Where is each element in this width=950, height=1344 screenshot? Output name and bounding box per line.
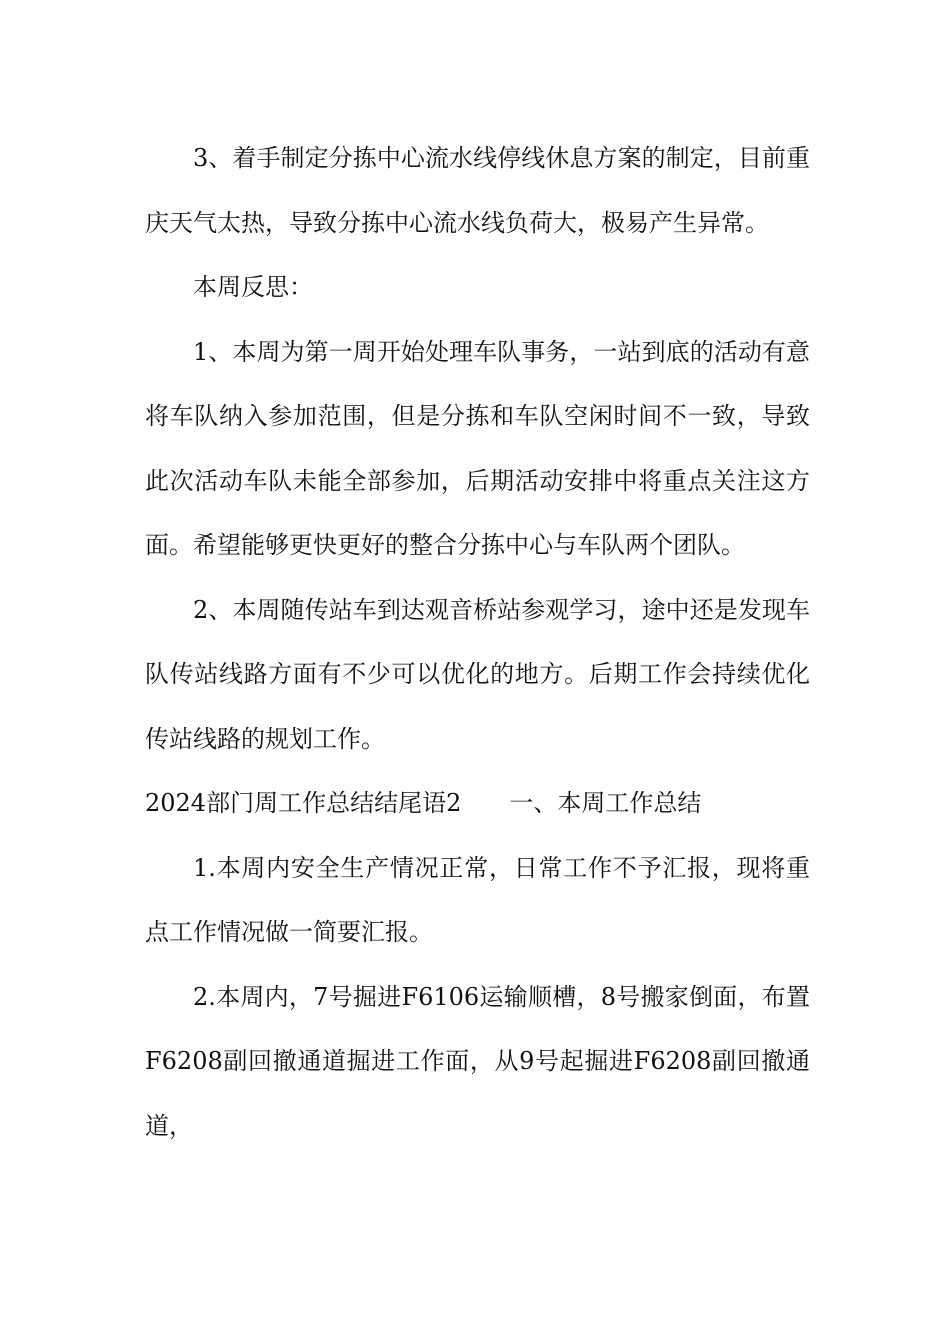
reflection-item-2: 2、本周随传站车到达观音桥站参观学习，途中还是发现车队传站线路方面有不少可以优化的地方。后期工作会持续优化传站线路的规划工作。 — [145, 595, 810, 753]
section-subtitle: 一、本周工作总结 — [509, 789, 702, 817]
summary-item-1: 1.本周内安全生产情况正常，日常工作不予汇报，现将重点工作情况做一简要汇报。 — [145, 853, 810, 946]
section-heading — [145, 771, 810, 836]
section-title: 2024部门周工作总结结尾语2 — [145, 789, 462, 817]
reflection-item-1: 1、本周为第一周开始处理车队事务，一站到底的活动有意将车队纳入参加范围，但是分拣和车队空闲时间不一致，导致此次活动车队未能全部参加，后期活动安排中将重点关注这方面。希望能够更快更好的整合分拣中心与车队两个团队。 — [145, 337, 810, 559]
summary-item-2: 2.本周内，7号掘进F6106运输顺槽，8号搬家倒面，布置F6208副回撤通道掘进工作面，从9号起掘进F6208副回撤通道， — [145, 982, 810, 1140]
paragraph-item-3: 3、着手制定分拣中心流水线停线休息方案的制定，目前重庆天气太热，导致分拣中心流水线负荷大，极易产生异常。 — [145, 144, 810, 237]
reflection-heading: 本周反思： — [193, 273, 313, 301]
document-body — [145, 126, 810, 1158]
